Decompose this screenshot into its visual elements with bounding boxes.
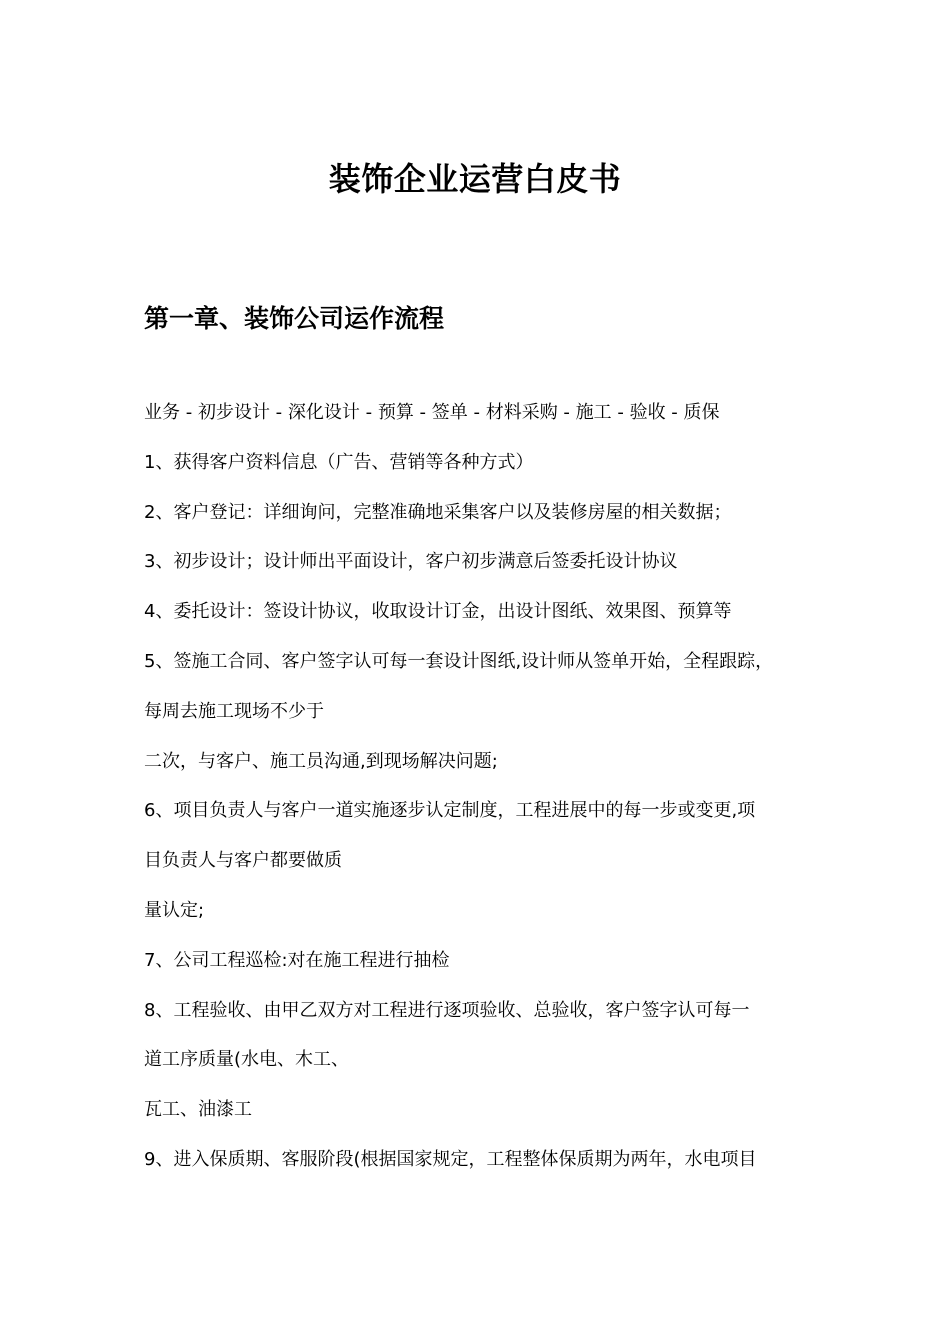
paragraph-line: 瓦工、油漆工 [144,1099,252,1121]
paragraph-line: 7、公司工程巡检:对在施工程进行抽检 [144,949,450,971]
paragraph-line: 5、签施工合同、客户签字认可每一套设计图纸,设计师从签单开始，全程跟踪， [144,650,774,672]
paragraph-line: 量认定; [144,899,205,921]
chapter-heading: 第一章、装饰公司运作流程 [144,304,445,333]
body-text [144,388,834,1185]
paragraph-line: 每周去施工现场不少于 [144,700,324,722]
paragraph-line: 4、委托设计：签设计协议，收取设计订金，出设计图纸、效果图、预算等 [144,601,732,623]
document-title: 装饰企业运营白皮书 [328,160,622,198]
paragraph-line: 8、工程验收、由甲乙双方对工程进行逐项验收、总验收，客户签字认可每一 [144,999,750,1021]
paragraph-line: 目负责人与客户都要做质 [144,850,342,872]
paragraph-line: 1、获得客户资料信息（广告、营销等各种方式） [144,451,534,473]
paragraph-line: 6、项目负责人与客户一道实施逐步认定制度，工程进展中的每一步或变更,项 [144,800,756,822]
paragraph-line: 2、客户登记：详细询问，完整准确地采集客户以及装修房屋的相关数据； [144,501,732,523]
process-flow-line: 业务 - 初步设计 - 深化设计 - 预算 - 签单 - 材料采购 - 施工 - 验收 - 质保 [144,402,720,423]
paragraph-line: 道工序质量(水电、木工、 [144,1049,350,1071]
paragraph-line: 9、进入保质期、客服阶段(根据国家规定，工程整体保质期为两年，水电项目 [144,1148,757,1170]
paragraph-line: 二次，与客户、施工员沟通,到现场解决问题; [144,750,498,772]
paragraph-line: 3、初步设计；设计师出平面设计，客户初步满意后签委托设计协议 [144,551,678,573]
